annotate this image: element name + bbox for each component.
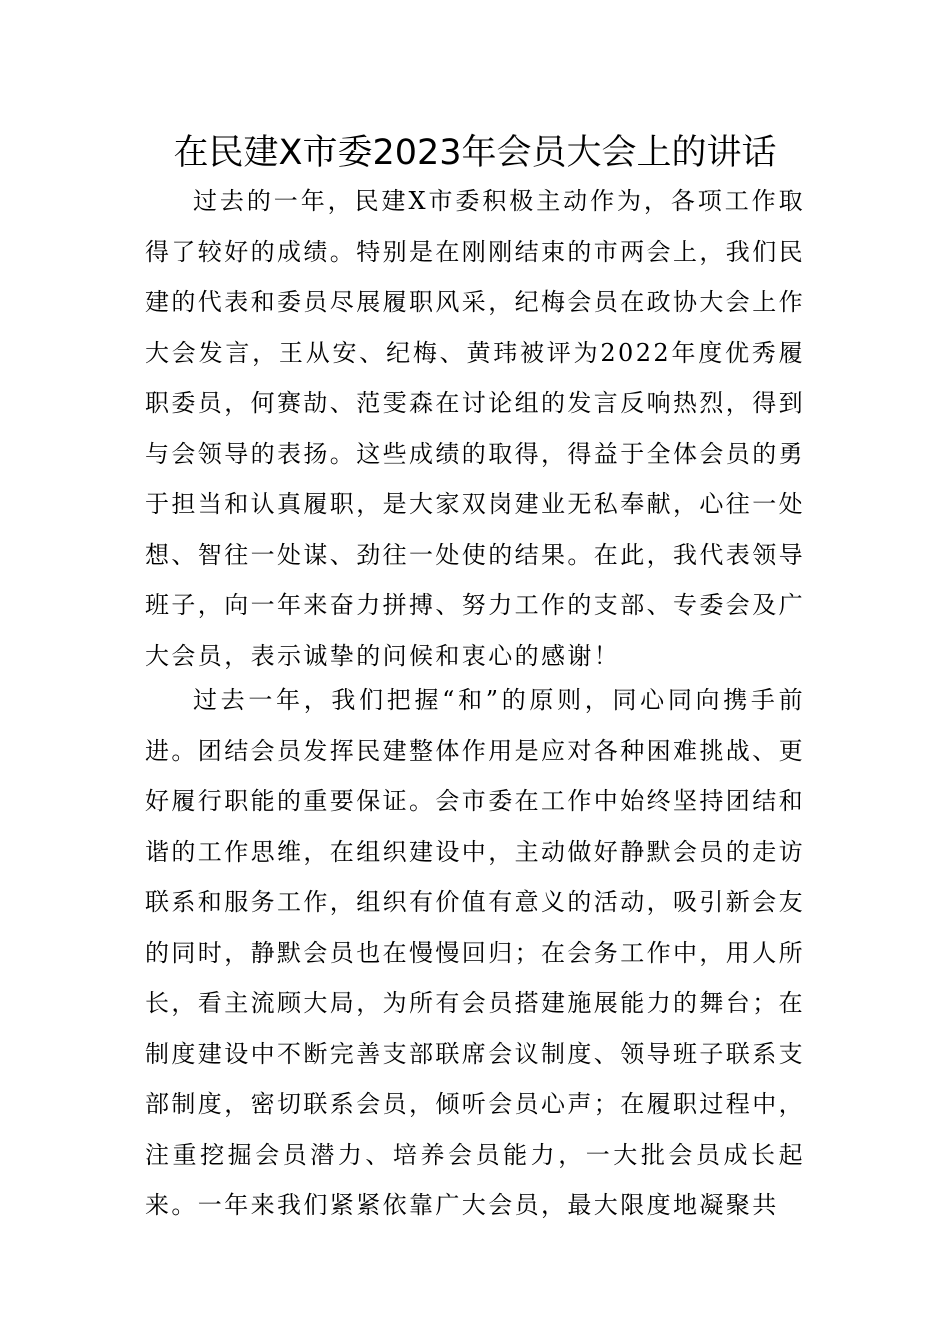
document-title: 在民建X市委2023年会员大会上的讲话 xyxy=(173,133,777,173)
paragraph-1: 过去的一年，民建X市委积极主动作为，各项工作取得了较好的成绩。特别是在刚刚结束的市两会上，我们民建的代表和委员尽展履职风采，纪梅会员在政协大会上作大会发言，王从安、纪梅、黄玮被评为2022年度优秀履职委员，何赛劼、范雯森在讨论组的发言反响热烈，得到与会领导的表扬。这些成绩的取得，得益于全体会员的勇于担当和认真履职，是大家双岗建业无私奉献，心往一处想、智往一处谋、劲往一处使的结果。在此，我代表领导班子，向一年来奋力拼搏、努力工作的支部、专委会及广大会员，表示诚挚的问候和衷心的感谢！ xyxy=(145,187,805,670)
paragraph-2: 过去一年，我们把握“和”的原则，同心同向携手前进。团结会员发挥民建整体作用是应对各种困难挑战、更好履行职能的重要保证。会市委在工作中始终坚持团结和谐的工作思维，在组织建设中，主动做好静默会员的走访联系和服务工作，组织有价值有意义的活动，吸引新会友的同时，静默会员也在慢慢回归；在会务工作中，用人所长，看主流顾大局，为所有会员搭建施展能力的舞台；在制度建设中不断完善支部联席会议制度、领导班子联系支部制度，密切联系会员，倾听会员心声；在履职过程中，注重挖掘会员潜力、培养会员能力，一大批会员成长起来。一年来我们紧紧依靠广大会员，最大限度地凝聚共 xyxy=(145,686,805,1219)
